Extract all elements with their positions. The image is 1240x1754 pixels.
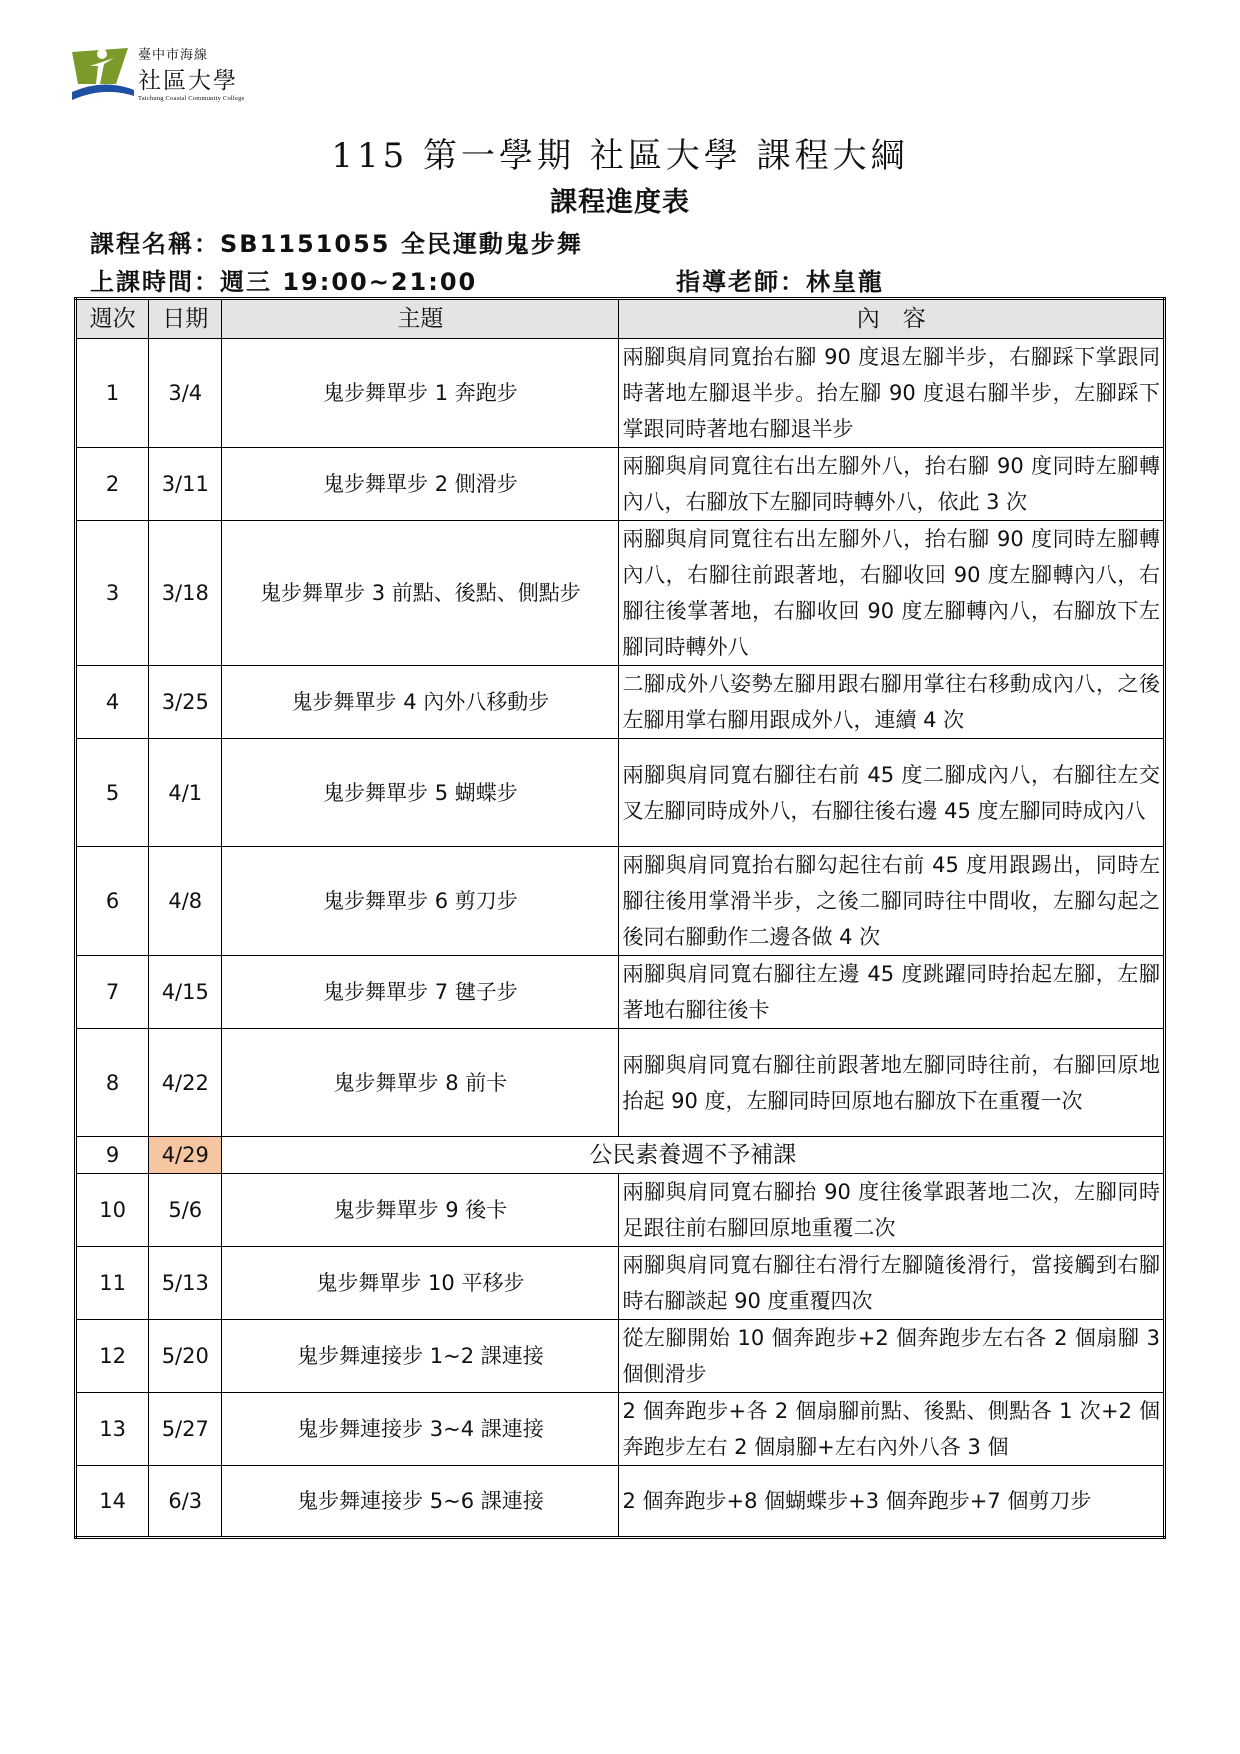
schedule-table [74,297,1166,1539]
logo-line2: 社區大學 [138,68,238,94]
header-topic: 主題 [222,299,619,339]
table-row [76,666,1165,739]
week-cell: 14 [76,1466,149,1538]
date-cell: 6/3 [149,1466,222,1538]
content-cell: 二腳成外八姿勢左腳用跟右腳用掌往右移動成內八，之後左腳用掌右腳用跟成外八，連續 4 次 [619,666,1165,739]
content-cell: 兩腳與肩同寬往右出左腳外八，抬右腳 90 度同時左腳轉內八，右腳往前跟著地，右腳收回 90 度左腳轉內八，右腳往後掌著地，右腳收回 90 度左腳轉內八，右腳放下左腳同時轉外八 [619,521,1165,666]
week-cell: 4 [76,666,149,739]
course-name: 課程名稱：SB1151055 全民運動鬼步舞 [90,230,583,258]
content-cell: 兩腳與肩同寬右腳往右前 45 度二腳成內八，右腳往左交叉左腳同時成外八，右腳往後右邊 45 度左腳同時成內八 [619,739,1165,847]
content-cell: 兩腳與肩同寬抬右腳勾起往右前 45 度用跟踢出，同時左腳往後用掌滑半步，之後二腳同時往中間收，左腳勾起之後同右腳動作二邊各做 4 次 [619,847,1165,956]
topic-cell: 鬼步舞單步 5 蝴蝶步 [222,739,619,847]
week-cell: 6 [76,847,149,956]
date-cell: 5/20 [149,1320,222,1393]
table-row [76,1029,1165,1137]
content-cell: 兩腳與肩同寬右腳抬 90 度往後掌跟著地二次，左腳同時足跟往前右腳回原地重覆二次 [619,1174,1165,1247]
logo-icon [70,44,136,110]
content-cell: 兩腳與肩同寬右腳往左邊 45 度跳躍同時抬起左腳，左腳著地右腳往後卡 [619,956,1165,1029]
date-cell: 4/29 [149,1137,222,1174]
week-cell: 1 [76,339,149,448]
topic-cell: 鬼步舞連接步 3~4 課連接 [222,1393,619,1466]
week-cell: 13 [76,1393,149,1466]
topic-cell: 鬼步舞單步 4 內外八移動步 [222,666,619,739]
content-cell: 2 個奔跑步+各 2 個扇腳前點、後點、側點各 1 次+2 個奔跑步左右 2 個扇腳+左右內外八各 3 個 [619,1393,1165,1466]
date-cell: 3/11 [149,448,222,521]
school-logo [70,44,270,110]
content-cell: 從左腳開始 10 個奔跑步+2 個奔跑步左右各 2 個扇腳 3 個側滑步 [619,1320,1165,1393]
content-cell: 兩腳與肩同寬抬右腳 90 度退左腳半步，右腳踩下掌跟同時著地左腳退半步。抬左腳 90 度退右腳半步，左腳踩下掌跟同時著地右腳退半步 [619,339,1165,448]
table-row [76,521,1165,666]
date-cell: 3/18 [149,521,222,666]
notice-cell: 公民素養週不予補課 [222,1137,1165,1174]
date-cell: 4/1 [149,739,222,847]
week-cell: 8 [76,1029,149,1137]
table-row [76,847,1165,956]
table-row [76,956,1165,1029]
table-body [76,339,1165,1538]
table-row [76,339,1165,448]
topic-cell: 鬼步舞單步 2 側滑步 [222,448,619,521]
date-cell: 4/8 [149,847,222,956]
table-row [76,1137,1165,1174]
topic-cell: 鬼步舞連接步 5~6 課連接 [222,1466,619,1538]
content-cell: 兩腳與肩同寬往右出左腳外八，抬右腳 90 度同時左腳轉內八，右腳放下左腳同時轉外八，依此 3 次 [619,448,1165,521]
topic-cell: 鬼步舞單步 10 平移步 [222,1247,619,1320]
content-cell: 兩腳與肩同寬右腳往前跟著地左腳同時往前，右腳回原地抬起 90 度，左腳同時回原地右腳放下在重覆一次 [619,1029,1165,1137]
content-cell: 兩腳與肩同寬右腳往右滑行左腳隨後滑行，當接觸到右腳時右腳談起 90 度重覆四次 [619,1247,1165,1320]
header-week: 週次 [76,299,149,339]
topic-cell: 鬼步舞單步 7 毽子步 [222,956,619,1029]
week-cell: 12 [76,1320,149,1393]
week-cell: 11 [76,1247,149,1320]
topic-cell: 鬼步舞單步 3 前點、後點、側點步 [222,521,619,666]
date-cell: 4/15 [149,956,222,1029]
logo-line3: Taichung Coastal Community College [138,95,245,102]
date-cell: 4/22 [149,1029,222,1137]
week-cell: 7 [76,956,149,1029]
table-row [76,739,1165,847]
table-row [76,1466,1165,1538]
topic-cell: 鬼步舞連接步 1~2 課連接 [222,1320,619,1393]
date-cell: 3/25 [149,666,222,739]
topic-cell: 鬼步舞單步 6 剪刀步 [222,847,619,956]
table-row [76,1174,1165,1247]
topic-cell: 鬼步舞單步 9 後卡 [222,1174,619,1247]
page-title: 115 第一學期 社區大學 課程大綱 [331,136,909,176]
date-cell: 3/4 [149,339,222,448]
date-cell: 5/6 [149,1174,222,1247]
content-cell: 2 個奔跑步+8 個蝴蝶步+3 個奔跑步+7 個剪刀步 [619,1466,1165,1538]
logo-line1: 臺中市海線 [138,48,209,63]
table-row [76,1247,1165,1320]
header-content: 內 容 [619,299,1165,339]
table-row [76,448,1165,521]
page-subtitle: 課程進度表 [550,187,690,218]
topic-cell: 鬼步舞單步 8 前卡 [222,1029,619,1137]
teacher-name: 指導老師：林皇龍 [676,268,884,296]
date-cell: 5/27 [149,1393,222,1466]
header-date: 日期 [149,299,222,339]
table-row [76,1393,1165,1466]
week-cell: 10 [76,1174,149,1247]
week-cell: 2 [76,448,149,521]
week-cell: 9 [76,1137,149,1174]
topic-cell: 鬼步舞單步 1 奔跑步 [222,339,619,448]
class-time: 上課時間：週三 19:00~21:00 [90,268,478,296]
table-header-row [76,299,1165,339]
table-row [76,1320,1165,1393]
date-cell: 5/13 [149,1247,222,1320]
week-cell: 3 [76,521,149,666]
week-cell: 5 [76,739,149,847]
